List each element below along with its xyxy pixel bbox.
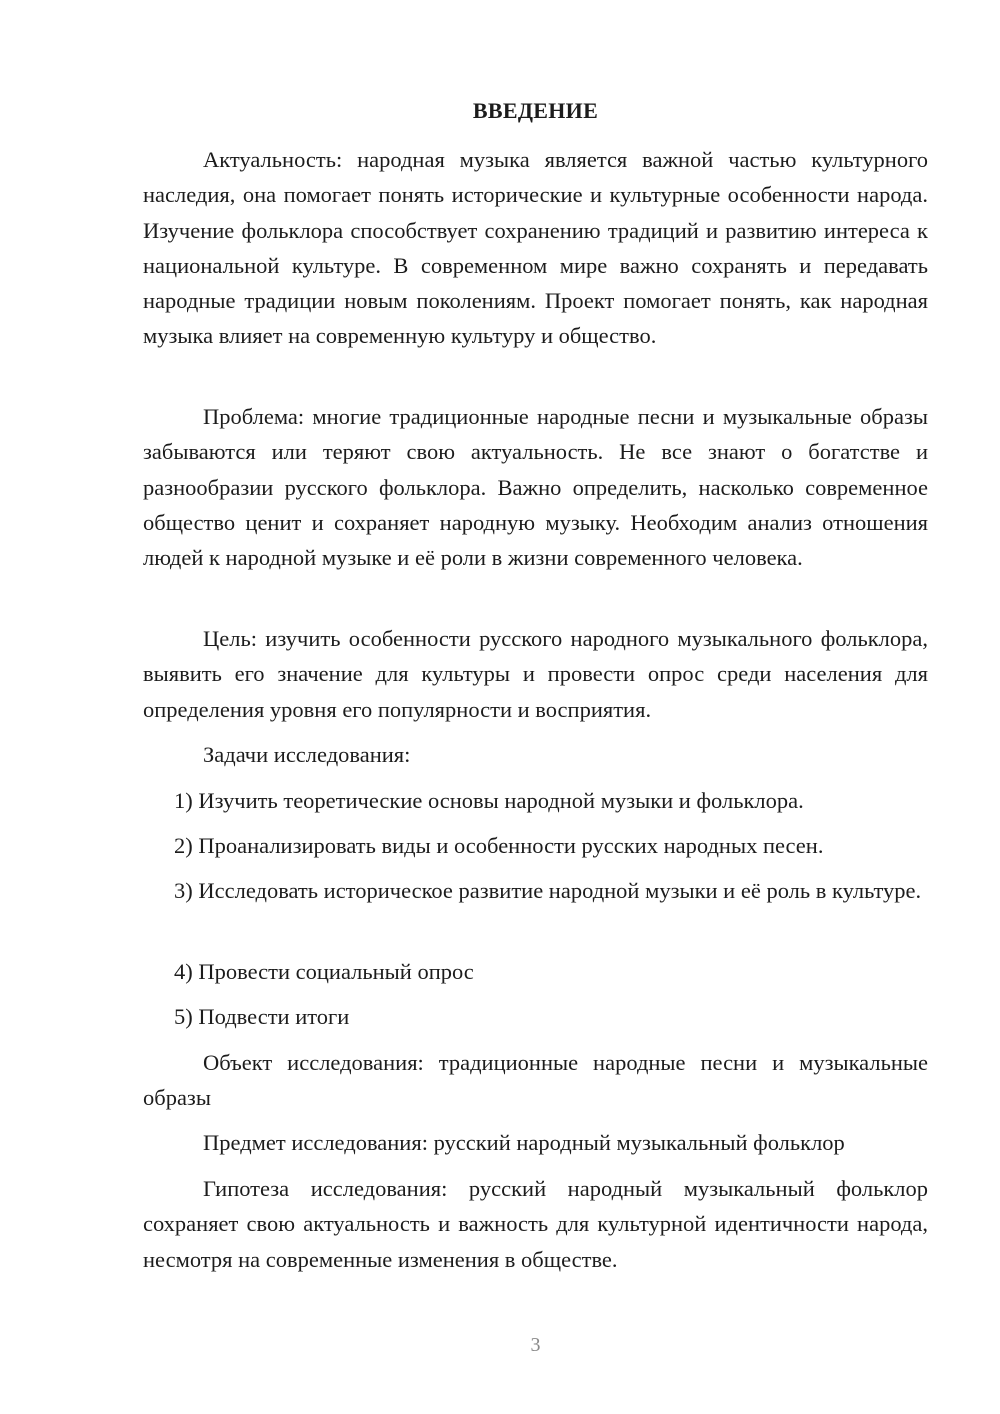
task-item: 4) Провести социальный опрос bbox=[174, 959, 474, 984]
subject-paragraph: Предмет исследования: русский народный музыкальный фольклор bbox=[203, 1130, 845, 1155]
goal-paragraph: Цель: изучить особенности русского народного музыкального фольклора, выявить его значение для культуры и провести опрос среди населения для определения уровня его популярности и восприятия. bbox=[143, 626, 928, 722]
task-item: 5) Подвести итоги bbox=[174, 1004, 350, 1029]
task-item: 2) Проанализировать виды и особенности русских народных песен. bbox=[174, 833, 824, 858]
hypothesis-paragraph: Гипотеза исследования: русский народный музыкальный фольклор сохраняет свою актуальность и важность для культурной идентичности народа, несмотря на современные изменения в обществе. bbox=[143, 1176, 928, 1272]
object-paragraph: Объект исследования: традиционные народные песни и музыкальные образы bbox=[143, 1050, 928, 1111]
task-item: 3) Исследовать историческое развитие народной музыки и её роль в культуре. bbox=[174, 878, 922, 903]
page-number: 3 bbox=[530, 1334, 541, 1356]
page-title: ВВЕДЕНИЕ bbox=[472, 98, 599, 123]
task-item: 1) Изучить теоретические основы народной музыки и фольклора. bbox=[174, 788, 804, 813]
tasks-heading: Задачи исследования: bbox=[203, 742, 411, 767]
relevance-paragraph: Актуальность: народная музыка является важной частью культурного наследия, она помогает понять исторические и культурные особенности народа. Изучение фольклора способствует сохранению традиций и развитию интереса к национальной культуре. В современном мире важно сохранять и передавать народные традиции новым поколениям. Проект помогает понять, как народная музыка влияет на современную культуру и общество. bbox=[143, 147, 928, 349]
problem-paragraph: Проблема: многие традиционные народные песни и музыкальные образы забываются или теряют свою актуальность. Не все знают о богатстве и разнообразии русского фольклора. Важно определить, насколько современное общество ценит и сохраняет народную музыку. Необходим анализ отношения людей к народной музыке и её роли в жизни современного человека. bbox=[143, 404, 928, 571]
